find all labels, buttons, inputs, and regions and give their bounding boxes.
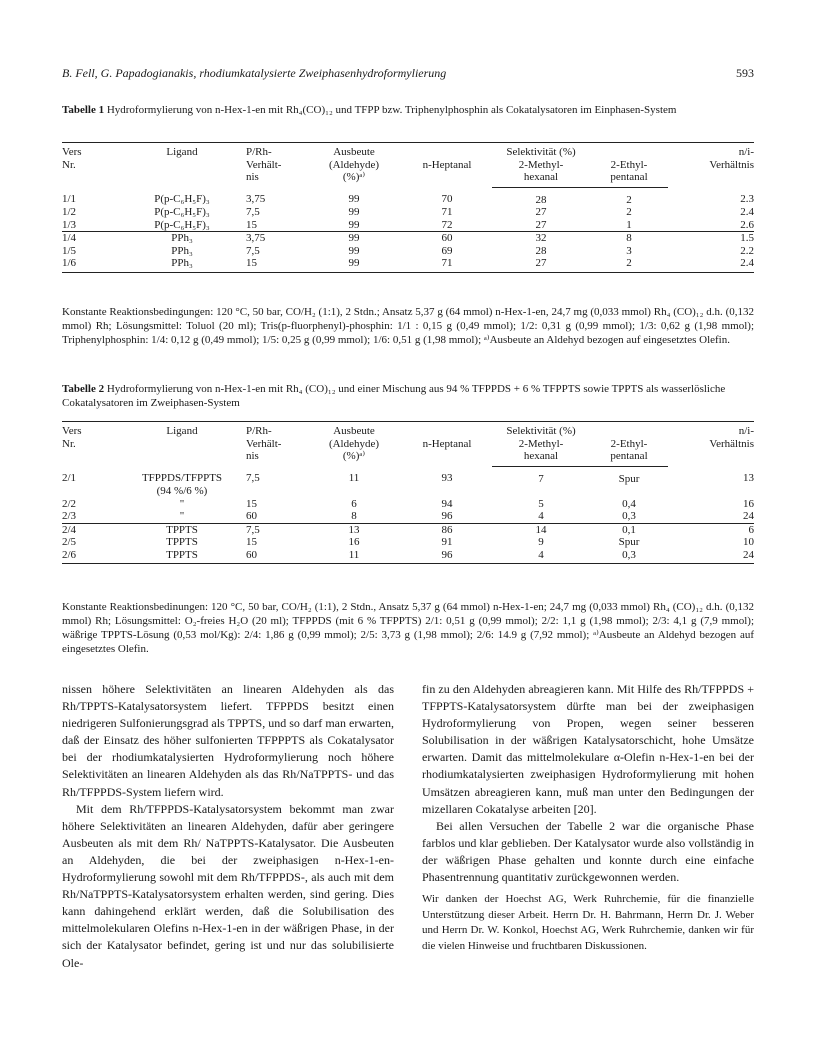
cell-ausbeute: 99 — [348, 193, 360, 205]
table-row — [62, 232, 754, 245]
cell-methylhexanal: 27 — [535, 218, 547, 231]
paragraph: Bei allen Versuchen der Tabelle 2 war die organische Phase farblos und klar geblieben. Der Katalysator wurde also vollständig in der wäßrigen Phase gehalten und konnte durch eine einfache Phasentrennung quantitativ zurückgewonnen werden. — [422, 818, 754, 885]
table-row — [62, 523, 754, 536]
cell-ni: 10 — [743, 536, 754, 548]
table-row — [62, 498, 754, 511]
cell-prh: 15 — [246, 218, 257, 231]
cell-ethylpentanal: Spur — [618, 472, 640, 485]
cell-ligand: TPPTS — [118, 549, 246, 564]
paragraph: Mit dem Rh/TFPPDS-Katalysatorsystem bekommt man zwar höhere Selektivitäten an linearen Aldehyden, dafür aber geringere Ausbeuten als mit dem Rh/ NaTPPTS-Katalysator. Die Ausbeuten an Aldehyden, die bei der zweiphasigen n-Hex-1-en-Hydroformylierung sowohl mit dem Rh/TFPPDS-, als auch mit dem Rh/NaTPPTS-Katalysatorsystem erhalten werden, sind gering. Dies kann dahingehend erklärt werden, daß die Solubilisation des mittelmolekularen Olefins n-Hex-1-en in der wäßrigen Phase, in der sich der Katalysator befindet, gering ist und nur das solubilisierte Ole- — [62, 801, 394, 970]
cell-vers: 2/3 — [62, 510, 77, 522]
cell-ausbeute: 6 — [351, 497, 357, 510]
table-row — [62, 245, 754, 258]
cell-vers: 2/2 — [62, 497, 77, 510]
cell-prh: 3,75 — [246, 193, 266, 205]
cell-vers: 2/5 — [62, 536, 77, 548]
col-prh-header: P/Rh- Verhält- nis — [246, 143, 306, 188]
cell-ethylpentanal: 2 — [626, 193, 632, 206]
cell-heptanal: 69 — [441, 244, 453, 257]
col-heptanal-header: n-Heptanal — [402, 422, 492, 467]
cell-heptanal: 96 — [402, 549, 492, 564]
cell-ligand: PPh₃ — [118, 257, 246, 272]
cell-prh: 7,5 — [246, 472, 260, 484]
col-ligand-header: Ligand — [118, 422, 246, 467]
cell-methylhexanal: 4 — [538, 510, 544, 522]
cell-ni: 2.4 — [668, 257, 754, 272]
cell-methylhexanal: 27 — [535, 206, 547, 218]
col-vers-header: Vers Nr. — [62, 422, 118, 467]
table1-label: Tabelle 1 — [62, 104, 105, 116]
cell-prh: 3,75 — [246, 232, 306, 245]
table-row — [62, 206, 754, 219]
cell-ethylpentanal: 0,4 — [622, 497, 636, 510]
table-row — [62, 257, 754, 272]
cell-ni: 16 — [743, 497, 754, 510]
cell-methylhexanal: 9 — [538, 536, 544, 548]
cell-vers: 1/5 — [62, 244, 77, 257]
cell-vers: 1/6 — [62, 257, 118, 272]
cell-heptanal: 72 — [441, 218, 453, 231]
col-selektivitaet-header: Selektivität (%) — [492, 143, 590, 159]
cell-prh: 7,5 — [246, 523, 306, 536]
cell-vers: 2/6 — [62, 549, 118, 564]
col-ni-header: n/i- Verhältnis — [668, 422, 754, 467]
col-methylhexanal-header: 2-Methyl- hexanal — [492, 438, 590, 467]
cell-ausbeute: 99 — [306, 257, 402, 272]
cell-ni: 6 — [668, 523, 754, 536]
cell-prh: 15 — [246, 257, 306, 272]
table-row — [62, 510, 754, 523]
cell-ethylpentanal: 0,3 — [590, 549, 668, 564]
cell-ethylpentanal: 3 — [626, 244, 632, 257]
cell-ligand: (94 %/6 %) — [156, 485, 208, 497]
cell-ethylpentanal — [590, 485, 668, 498]
cell-heptanal: 71 — [402, 257, 492, 272]
cell-ni: 2.3 — [740, 193, 754, 205]
cell-ligand: P(p-C₆H₅F)₃ — [154, 206, 210, 218]
cell-methylhexanal: 5 — [538, 497, 544, 510]
cell-ni: 2.6 — [740, 218, 754, 231]
col-ethylpentanal-header: 2-Ethyl- pentanal — [590, 159, 668, 188]
cell-ni: 24 — [668, 549, 754, 564]
cell-ethylpentanal: 2 — [626, 206, 632, 218]
cell-vers: 2/4 — [62, 523, 118, 536]
cell-heptanal: 91 — [441, 536, 453, 548]
cell-ausbeute: 8 — [351, 510, 357, 522]
table2-footnote: Konstante Reaktionsbedinungen: 120 °C, 50 bar, CO/H₂ (1:1), 2 Stdn., Ansatz 5,37 g (64 mmol) n-Hex-1-en; 24,7 mg (0,033 mmol) Rh₄ (CO)₁₂ d.h. (0,132 mmol) Rh; Lösungsmittel: O₂-freies H₂O (20 ml); TFPPDS (mit 6 % TFPPTS) 2/1: 0,51 g (0,99 mmol); 2/2: 1,1 g (1,98 mmol); 2/3: 4,1 g (7,9 mmol); wäßrige TPPTS-Lösung (0,53 mol/Kg): 2/4: 1,86 g (0,99 mmol); 2/5: 3,73 g (1,98 mmol); 2/6: 14.9 g (7,92 mmol); ᵃ⁾Ausbeute an Aldehyd bezogen auf eingesetztes Olefin. — [62, 601, 754, 655]
cell-heptanal: 71 — [441, 206, 453, 218]
table-row — [62, 187, 754, 206]
col-ausbeute-header: Ausbeute (Aldehyde) (%)ᵃ⁾ — [306, 422, 402, 467]
cell-ethylpentanal: Spur — [618, 536, 640, 548]
cell-heptanal: 96 — [441, 510, 453, 522]
cell-ligand: TPPTS — [118, 523, 246, 536]
table1-caption-text: Hydroformylierung von n-Hex-1-en mit Rh₄(CO)₁₂ und TFPP bzw. Triphenylphosphin als Cokatalysatoren im Einphasen-System — [106, 104, 677, 116]
table-row — [62, 549, 754, 564]
cell-prh: 60 — [246, 510, 257, 522]
cell-ausbeute: 11 — [306, 549, 402, 564]
cell-methylhexanal — [492, 485, 590, 498]
table1-caption — [62, 103, 754, 117]
left-column — [62, 681, 394, 972]
cell-prh — [246, 485, 306, 498]
cell-ethylpentanal: 0,1 — [590, 523, 668, 536]
table2-caption-text: Hydroformylierung von n-Hex-1-en mit Rh₄ (CO)₁₂ und einer Mischung aus 94 % TFPPDS + 6 % TFPPTS sowie TPPTS als wasserlösliche Cokatalysatoren im Zweiphasen-System — [62, 383, 726, 409]
cell-ligand: PPh₃ — [171, 244, 193, 257]
cell-prh: 15 — [246, 497, 257, 510]
cell-ausbeute — [306, 485, 402, 498]
col-heptanal-header: n-Heptanal — [402, 143, 492, 188]
cell-heptanal: 70 — [441, 193, 453, 205]
cell-methylhexanal: 28 — [535, 244, 547, 257]
cell-vers — [62, 485, 118, 498]
cell-ethylpentanal: 2 — [590, 257, 668, 272]
cell-ausbeute: 11 — [348, 472, 360, 484]
table1-body — [62, 187, 754, 272]
cell-ausbeute: 99 — [348, 244, 360, 257]
cell-methylhexanal: 4 — [492, 549, 590, 564]
running-title: B. Fell, G. Papadogianakis, rhodiumkatalysierte Zweiphasenhydroformylierung — [62, 66, 447, 80]
cell-ni: 2.4 — [740, 206, 754, 218]
cell-ethylpentanal: 1 — [626, 218, 632, 231]
cell-vers: 1/1 — [62, 193, 77, 205]
col-ausbeute-header: Ausbeute (Aldehyde) (%)ᵃ⁾ — [306, 143, 402, 188]
cell-ligand: " — [179, 510, 185, 522]
cell-methylhexanal: 28 — [535, 193, 547, 206]
cell-heptanal: 93 — [441, 472, 453, 484]
cell-ni: 1.5 — [668, 232, 754, 245]
cell-ausbeute: 99 — [306, 232, 402, 245]
cell-ausbeute: 16 — [348, 536, 360, 548]
cell-heptanal: 60 — [402, 232, 492, 245]
col-ethylpentanal-header: 2-Ethyl- pentanal — [590, 438, 668, 467]
cell-methylhexanal: 7 — [538, 472, 544, 485]
table2-caption — [62, 382, 754, 410]
table2 — [62, 421, 754, 564]
cell-ausbeute: 99 — [348, 218, 360, 231]
cell-ni — [668, 485, 754, 498]
cell-ni: 2.2 — [740, 244, 754, 257]
cell-methylhexanal: 14 — [492, 523, 590, 536]
running-head — [62, 66, 754, 81]
col-methylhexanal-header: 2-Methyl- hexanal — [492, 159, 590, 188]
table-row — [62, 219, 754, 232]
table1-footnote: Konstante Reaktionsbedingungen: 120 °C, 50 bar, CO/H₂ (1:1), 2 Stdn.; Ansatz 5,37 g (64 mmol) n-Hex-1-en, 24,7 mg (0,033 mmol) Rh₄ (CO)₁₂ d.h. (0,132 mmol) Rh; Lösungsmittel: Toluol (20 ml); Tris(p-fluorphenyl)-phosphin: 1/1 : 0,15 g (0,49 mmol); 1/2: 0,31 g (0,99 mmol); 1/3: 0,62 g (1,98 mmol); Triphenylphosphin: 1/4: 0,12 g (0,49 mmol); 1/5: 0,25 g (0,99 mmol); 1/6: 0,51 g (1,98 mmol); ᵃ⁾Ausbeute an Aldehyd bezogen auf eingesetztes Olefin. — [62, 306, 754, 346]
cell-vers: 1/3 — [62, 218, 77, 231]
cell-prh: 7,5 — [246, 206, 260, 218]
cell-heptanal: 94 — [441, 497, 453, 510]
table2-body — [62, 466, 754, 564]
table-row — [62, 485, 754, 498]
cell-methylhexanal: 27 — [492, 257, 590, 272]
acknowledgement: Wir danken der Hoechst AG, Werk Ruhrchemie, für die finanzielle Unterstützung dieser Arbeit. Herrn Dr. H. Bahrmann, Herrn Dr. J. Weber und Herrn Dr. W. Konkol, Hoechst AG, Werk Ruhrchemie, danken wir für die vielen Hinweise und fruchtbaren Diskussionen. — [422, 893, 754, 952]
cell-vers: 1/4 — [62, 232, 118, 245]
cell-ni: 13 — [743, 472, 754, 484]
cell-ligand: P(p-C₆H₅F)₃ — [154, 218, 210, 231]
cell-ni: 24 — [743, 510, 754, 522]
cell-vers: 1/2 — [62, 206, 77, 218]
cell-ethylpentanal: 8 — [590, 232, 668, 245]
cell-prh: 7,5 — [246, 244, 260, 257]
cell-methylhexanal: 32 — [492, 232, 590, 245]
paragraph: nissen höhere Selektivitäten an linearen Aldehyden als das Rh/TPPTS-Katalysatorsystem liefert. TFPPDS besitzt einen niedrigeren Sulfonierungsgrad als TPPTS, und so darf man erwarten, daß der Einsatz des höher sulfonierten TFPPPTS als Cokatalysator bei der rhodiumkatalysierten Hydroformylierung noch höhere Selektivitäten an linearen Aldehyden als das Rh/NaTPPTS- und das Rh/TFPPDS-System liefern wird. — [62, 682, 394, 799]
cell-ligand: TFPPDS/TFPPTS — [141, 472, 223, 484]
table2-label: Tabelle 2 — [62, 383, 105, 395]
right-column — [422, 681, 754, 954]
cell-prh: 60 — [246, 549, 306, 564]
cell-vers: 2/1 — [62, 472, 77, 484]
paragraph: fin zu den Aldehyden abreagieren kann. Mit Hilfe des Rh/TFPPDS + TFPPTS-Katalysatorsystem dürfte man bei der zweiphasigen Hydroformylierung von Propen, wegen seiner besseren Solubilisation in der wäßrigen Katalysatorschicht, hohe Umsätze erwarten. Damit das mittelmolekulare α-Olefin n-Hex-1-en bei der rhodiumkatalysierten zweiphasigen Hydroformylierung mit hohen Umsätzen abreagieren kann, muß man unter den Bedingungen der mizellaren Cokatalyse arbeiten [20]. — [422, 682, 754, 816]
page-number: 593 — [736, 66, 754, 80]
table-row — [62, 466, 754, 485]
table1 — [62, 142, 754, 273]
cell-ligand: PPh₃ — [118, 232, 246, 245]
cell-ausbeute: 13 — [306, 523, 402, 536]
cell-ligand: P(p-C₆H₅F)₃ — [154, 193, 210, 205]
col-vers-header: Vers Nr. — [62, 143, 118, 188]
cell-prh: 15 — [246, 536, 257, 548]
table-row — [62, 536, 754, 549]
cell-heptanal: 86 — [402, 523, 492, 536]
col-ligand-header: Ligand — [118, 143, 246, 188]
col-selektivitaet-header: Selektivität (%) — [492, 422, 590, 438]
cell-ausbeute: 99 — [348, 206, 360, 218]
cell-ligand: " — [179, 497, 185, 510]
cell-heptanal — [402, 485, 492, 498]
cell-ethylpentanal: 0,3 — [622, 510, 636, 522]
cell-ligand: TPPTS — [166, 536, 198, 548]
col-ni-header: n/i- Verhältnis — [668, 143, 754, 188]
col-prh-header: P/Rh- Verhält- nis — [246, 422, 306, 467]
